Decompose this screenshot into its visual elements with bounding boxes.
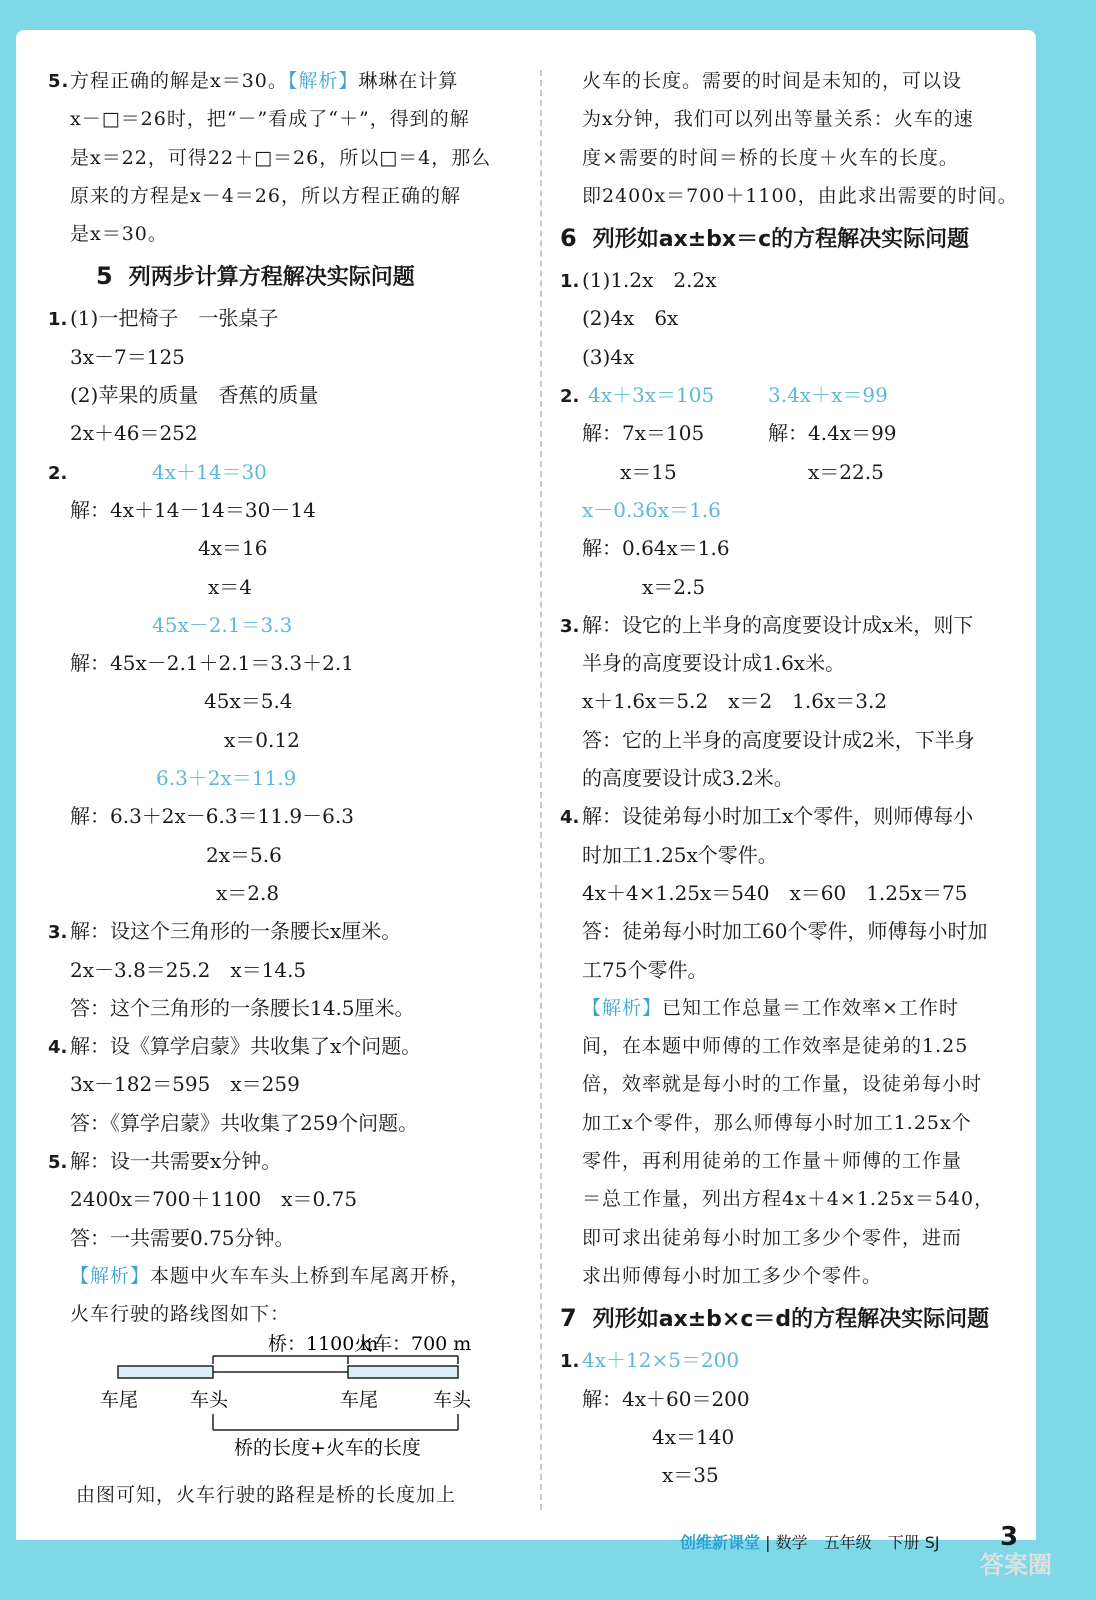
total-length-label: 桥的长度+火车的长度 bbox=[234, 1436, 421, 1459]
section-5-heading: 5 列两步计算方程解决实际问题 bbox=[96, 262, 415, 291]
brand-name: 创维新课堂 bbox=[680, 1533, 761, 1552]
analysis-tag: 【解析】 bbox=[582, 996, 663, 1019]
analysis-tag: 【解析】 bbox=[287, 70, 359, 92]
border-right bbox=[1036, 0, 1096, 1600]
q1-line: 1. (1)一把椅子 一张桌子 bbox=[48, 306, 279, 331]
tail-label-1: 车尾 bbox=[100, 1388, 139, 1411]
train-route-diagram bbox=[48, 1334, 518, 1486]
page-number: 3 bbox=[1000, 1522, 1019, 1552]
answer-5-line: 5.方程正确的解是x＝30。【解析】琳琳在计算 bbox=[48, 70, 459, 92]
column-divider bbox=[540, 70, 542, 1510]
route-diagram-svg bbox=[48, 1334, 518, 1486]
q4-line: 4. 解：设《算学启蒙》共收集了x个问题。 bbox=[48, 1034, 422, 1059]
train-start-bar bbox=[118, 1366, 213, 1378]
analysis-tag: 【解析】 bbox=[70, 1264, 151, 1287]
s6-q3-line: 3. 解：设它的上半身的高度要设计成x米，则下 bbox=[560, 612, 974, 637]
footer: 创维新课堂 | 数学 五年级 下册 SJ bbox=[680, 1533, 940, 1552]
s6-q4-line: 4. 解：设徒弟每小时加工x个零件，则师傅每小 bbox=[560, 804, 974, 829]
q5-line: 5. 解：设一共需要x分钟。 bbox=[48, 1149, 282, 1174]
q2-line: 2. 4x＋14＝30 bbox=[48, 459, 267, 484]
head-label-1: 车头 bbox=[190, 1388, 229, 1411]
section-7-heading: 7 列形如ax±b×c＝d的方程解决实际问题 bbox=[560, 1304, 990, 1333]
train-end-bar bbox=[348, 1366, 458, 1378]
s7-q1-line: 1. 4x＋12×5＝200 bbox=[560, 1348, 740, 1373]
tail-label-2: 车尾 bbox=[340, 1388, 379, 1411]
train-label: 火车：700 m bbox=[354, 1333, 472, 1355]
head-label-2: 车头 bbox=[433, 1388, 472, 1411]
bridge-label: 桥：1100 m bbox=[268, 1333, 379, 1355]
left-column: 5.方程正确的解是x＝30。【解析】琳琳在计算 x－□＝26时，把“－”看成了“＋”，得到的解 是x＝22，可得22＋□＝26，所以□＝4，那么 原来的方程是x－4＝26，所以方程正确的解 是x＝30。 5 列两步计算方程解决实际问题 1. (1)一把椅子 一张桌子 3x－7＝125 (2)苹果的质量 香蕉的质量 2x＋46＝252 2. 4x＋14＝30 解：4x＋14－14＝30－14 4x＝16 x＝4 45x－2.1＝3.3 解：45x－2.1＋2.1＝3.3＋2.1 45x＝5.4 x＝0.12 6.3＋2x＝11.9 解：6.3＋2x－6.3＝11.9－6.3 2x＝5.6 x＝2.8 3. 解：设这个三角形的一条腰长x厘米。 2x－3.8＝25.2 x＝14.5 答：这个三角形的一条腰长14.5厘米。 4. 解：设《算学启蒙》共收集了x个问题。 3x－182＝595 x＝259 答：《算学启蒙》共收集了259个问题。 5. 解：设一共需要x分钟。 2400x＝700＋1100 x＝0.75 答：一共需要0.75分钟。 【解析】本题中火车车头上桥到车尾离开桥， 火车行驶的路线图如下： 桥：1100 m 火车：700 m 车尾 车头 车尾 车头 桥的长度+火车的长度 由图可知，火车行驶的路程是桥的长度加上 bbox=[48, 62, 518, 1514]
s6-q2-line: 2. 4x＋3x＝105 3.4x＋x＝99 bbox=[560, 383, 888, 408]
section-6-heading: 6 列形如ax±bx＝c的方程解决实际问题 bbox=[560, 224, 970, 253]
border-left bbox=[0, 0, 16, 1600]
q3-line: 3. 解：设这个三角形的一条腰长x厘米。 bbox=[48, 919, 402, 944]
s6-q1-line: 1. (1)1.2x 2.2x bbox=[560, 268, 717, 293]
right-column: 火车的长度。需要的时间是未知的，可以设 为x分钟，我们可以列出等量关系：火车的速 度×需要的时间＝桥的长度＋火车的长度。 即2400x＝700＋1100，由此求出需要的时间。 6 列形如ax±bx＝c的方程解决实际问题 1. (1)1.2x 2.2x (2)4x 6x (3)4x 2. 4x＋3x＝105 3.4x＋x＝99 解：7x＝105 解：4.4x＝99 x＝15 x＝22.5 x－0.36x＝1.6 解：0.64x＝1.6 x＝2.5 3. 解：设它的上半身的高度要设计成x米，则下 半身的高度要设计成1.6x米。 x＋1.6x＝5.2 x＝2 1.6x＝3.2 答：它的上半身的高度要设计成2米，下半身 的高度要设计成3.2米。 4. 解：设徒弟每小时加工x个零件，则师傅每小 时加工1.25x个零件。 4x＋4×1.25x＝540 x＝60 1.25x＝75 答：徒弟每小时加工60个零件，师傅每小时加 工75个零件。 【解析】已知工作总量＝工作效率×工作时 间，在本题中师傅的工作效率是徒弟的1.25 倍，效率就是每小时的工作量，设徒弟每小时 加工x个零件，那么师傅每小时加工1.25x个 零件，再利用徒弟的工作量＋师傅的工作量 ＝总工作量，列出方程4x＋4×1.25x＝540， 即可求出徒弟每小时加工多少个零件，进而 求出师傅每小时加工多少个零件。 7 列形如ax±b×c＝d的方程解决实际问题 1. 4x＋12×5＝200 解：4x＋60＝200 4x＝140 x＝35 bbox=[560, 62, 1020, 1494]
watermark: 答案圈 bbox=[980, 1551, 1052, 1579]
